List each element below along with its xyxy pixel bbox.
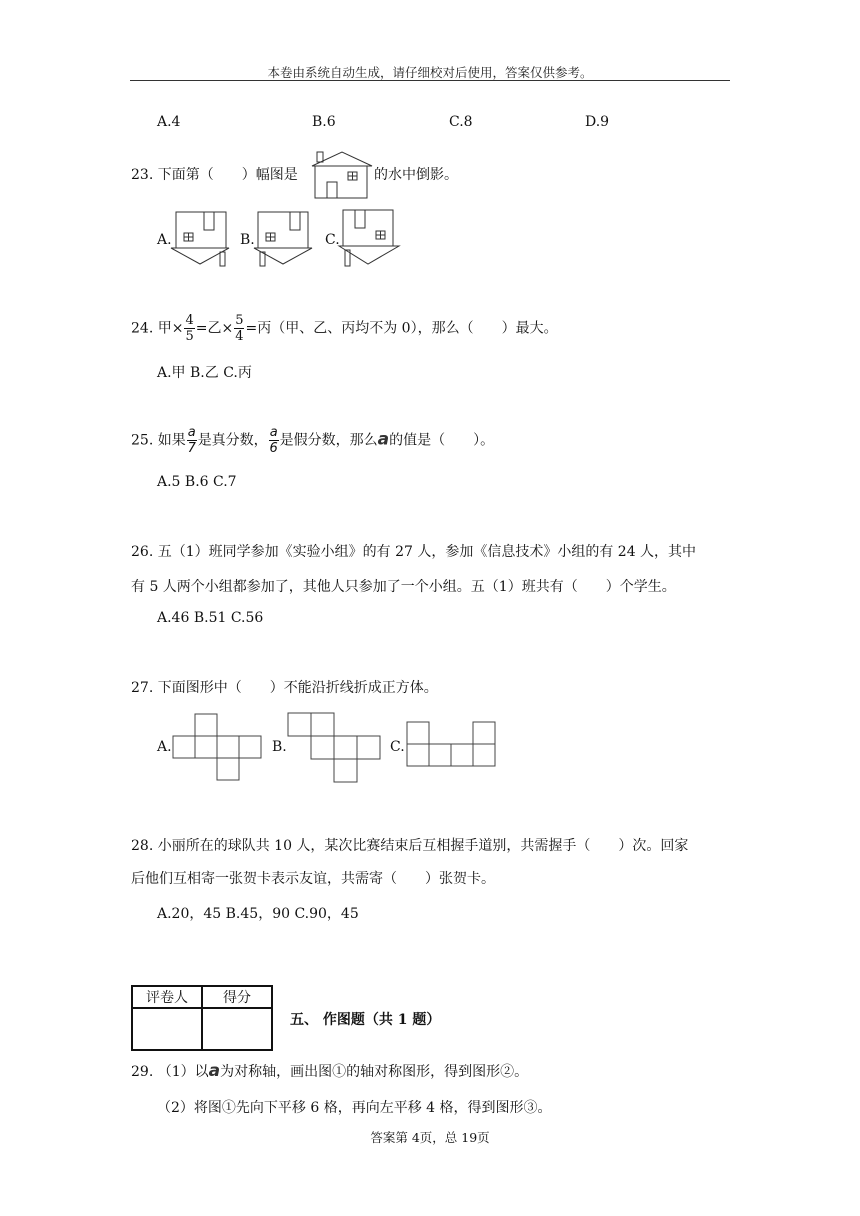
q24-tail: =丙（甲、乙、丙均不为 0），那么（ ）最大。 — [245, 320, 558, 337]
q25-f2-denominator: 6 — [269, 441, 278, 456]
q25-tail: 的值是（ ）。 — [389, 432, 495, 449]
q25-f1-denominator: 7 — [187, 441, 196, 456]
q24-fraction-2 — [234, 313, 244, 344]
q25-stem — [131, 425, 494, 456]
q26-line1: 26. 五（1）班同学参加《实验小组》的有 27 人，参加《信息技术》小组的有 24 人，其中 — [131, 544, 697, 560]
q23-stem-part2: 的水中倒影。 — [374, 167, 458, 183]
house-figure — [310, 150, 374, 200]
q29-line2: （2）将图①先向下平移 6 格，再向左平移 4 格，得到图形③。 — [157, 1100, 552, 1116]
q26-line2: 有 5 人两个小组都参加了，其他人只参加了一个小组。五（1）班共有（ ）个学生。 — [131, 579, 676, 595]
q22-option-c: C.8 — [449, 114, 473, 130]
score-box-grader-header: 评卷人 — [132, 986, 202, 1008]
q28-options: A.20，45 B.45，90 C.90，45 — [157, 906, 359, 922]
option-b-reflection-figure — [254, 210, 314, 270]
q26-options: A.46 B.51 C.56 — [157, 610, 264, 626]
q25-mid2: 是假分数，那么 — [279, 432, 378, 449]
option-c-cube-net — [407, 722, 497, 770]
option-a-cube-net — [173, 714, 263, 782]
q29-tail: 为对称轴，画出图①的轴对称图形，得到图形②。 — [220, 1064, 529, 1080]
q27-label-b: B. — [272, 739, 287, 755]
q25-fraction-1 — [187, 425, 197, 456]
q25-variable: a — [377, 429, 390, 450]
q23-label-a: A. — [157, 232, 172, 248]
q24-stem — [131, 313, 558, 344]
q25-fraction-2 — [269, 425, 279, 456]
score-box — [131, 985, 273, 1051]
option-a-reflection-figure — [170, 210, 230, 270]
q27-stem: 27. 下面图形中（ ）不能沿折线折成正方体。 — [131, 680, 438, 696]
q24-options: A.甲 B.乙 C.丙 — [157, 365, 252, 381]
q24-f1-denominator: 5 — [185, 329, 194, 344]
q24-lead: 24. 甲× — [131, 320, 184, 337]
q29-lead: 29. （1）以 — [131, 1064, 209, 1080]
section-5-title: 五、 作图题（共 1 题） — [290, 1012, 441, 1028]
score-box-score-header: 得分 — [202, 986, 272, 1008]
q23-label-c: C. — [325, 232, 340, 248]
q23-stem-part1: 23. 下面第（ ）幅图是 — [131, 167, 298, 183]
q27-label-a: A. — [157, 739, 172, 755]
option-b-cube-net — [288, 713, 382, 785]
q28-line2: 后他们互相寄一张贺卡表示友谊，共需寄（ ）张贺卡。 — [131, 871, 495, 887]
score-box-grader-cell — [132, 1008, 202, 1050]
q22-option-a: A.4 — [157, 114, 181, 130]
header-rule — [130, 80, 730, 81]
q25-mid: 是真分数， — [197, 432, 268, 449]
q25-lead: 25. 如果 — [131, 432, 186, 449]
score-box-score-cell — [202, 1008, 272, 1050]
q25-f2-numerator: a — [269, 425, 278, 440]
q24-mid: =乙× — [195, 320, 234, 337]
page-header-notice: 本卷由系统自动生成，请仔细校对后使用，答案仅供参考。 — [267, 65, 593, 80]
q24-f1-numerator: 4 — [185, 313, 194, 328]
q28-line1: 28. 小丽所在的球队共 10 人，某次比赛结束后互相握手道别，共需握手（ ）次。回家 — [131, 838, 689, 854]
q29-line1 — [131, 1061, 528, 1081]
q23-label-b: B. — [240, 232, 255, 248]
q22-option-b: B.6 — [312, 114, 336, 130]
q24-f2-numerator: 5 — [235, 313, 244, 328]
q24-f2-denominator: 4 — [235, 329, 244, 344]
q25-options: A.5 B.6 C.7 — [157, 474, 237, 490]
q27-label-c: C. — [390, 739, 405, 755]
option-c-reflection-figure — [339, 208, 403, 270]
q29-variable: a — [208, 1061, 221, 1081]
q25-f1-numerator: a — [187, 425, 196, 440]
q22-option-d: D.9 — [585, 114, 610, 130]
page-footer: 答案第 4页，总 19页 — [370, 1130, 490, 1145]
q24-fraction-1 — [184, 313, 194, 344]
